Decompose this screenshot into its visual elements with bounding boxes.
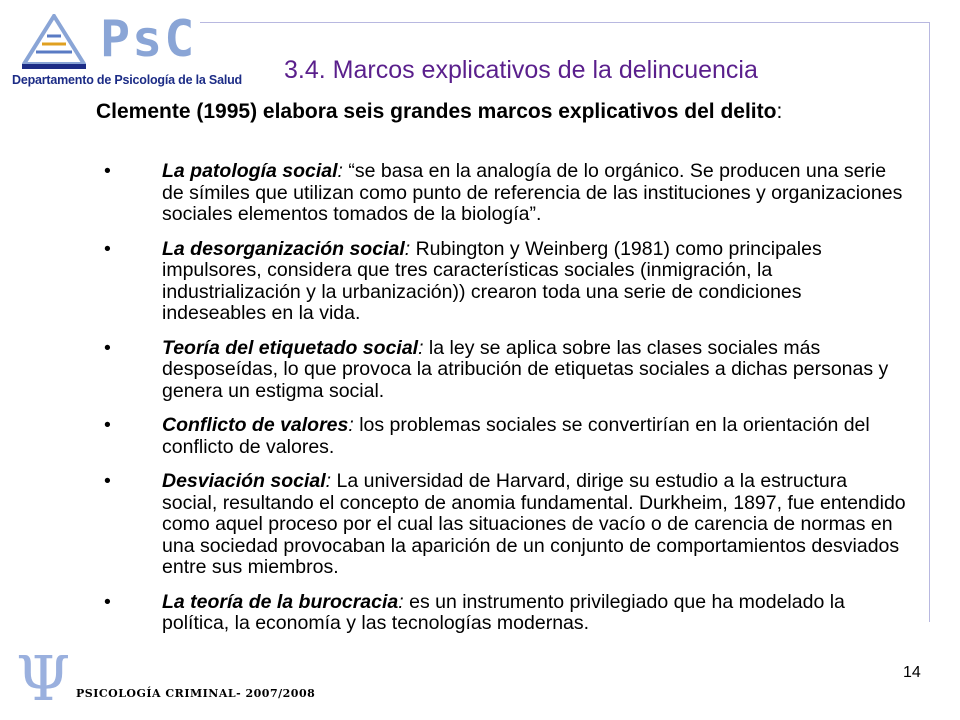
list-item — [96, 239, 906, 325]
course-footer: PSICOLOGÍA CRIMINAL- 2007/2008 — [76, 687, 316, 700]
building-icon — [22, 14, 86, 70]
item-text: los problemas sociales se convertirían en la orientación del conflicto de valores. — [162, 414, 870, 458]
item-separator: : — [325, 470, 332, 492]
logo-abbreviation: PsC — [100, 10, 197, 68]
list-item — [96, 338, 906, 403]
item-separator: : — [404, 237, 411, 260]
item-text: Rubington y Weinberg (1981) como principales impulsores, considera que tres características sociales (inmigración, la industrialización y la urbanización)) crearon toda una serie de condiciones indeseables en la vida. — [162, 237, 822, 324]
bullet-icon: • — [104, 414, 111, 436]
psi-icon: Ψ — [16, 642, 71, 715]
lead-colon: : — [776, 100, 783, 123]
lead-bold: Clemente (1995) elabora seis grandes marcos explicativos del delito — [96, 100, 777, 123]
item-separator: : — [348, 414, 354, 436]
item-term: La patología social — [162, 160, 338, 182]
bullet-icon: • — [104, 336, 111, 359]
bullet-icon: • — [104, 237, 111, 260]
page-number: 14 — [903, 664, 921, 681]
bullet-icon: • — [104, 160, 111, 182]
list-item — [96, 161, 906, 226]
item-term: La teoría de la burocracia — [162, 590, 399, 613]
lead-paragraph — [96, 100, 942, 123]
list-item — [96, 592, 906, 635]
department-name: Departamento de Psicología de la Salud — [12, 73, 242, 87]
frame-top-line — [200, 22, 930, 23]
list-item — [96, 415, 906, 458]
item-term: Desviación social — [162, 470, 326, 492]
framework-list — [96, 161, 906, 648]
item-term: La desorganización social — [162, 237, 405, 260]
item-text: “se basa en la analogía de lo orgánico. Se producen una serie de símiles que utilizan como punto de referencia de las instituciones y organizaciones sociales elementos tomados de la biología”. — [162, 160, 903, 225]
item-text: la ley se aplica sobre las clases sociales más desposeídas, lo que provoca la atribución de etiquetas sociales a dichas personas y genera un estigma social. — [162, 336, 889, 402]
item-text: La universidad de Harvard, dirige su estudio a la estructura social, resultando el concepto de anomia fundamental. Durkheim, 1897, fue entendido como aquel proceso por el cual las situaciones de vacío o de carencia de normas en una sociedad provocaban la aparición de un conjunto de comportamientos desviados entre sus miembros. — [162, 470, 906, 578]
slide-title: 3.4. Marcos explicativos de la delincuencia — [284, 56, 758, 84]
bullet-icon: • — [104, 590, 111, 613]
item-separator: : — [398, 590, 404, 613]
item-term: Teoría del etiquetado social — [162, 336, 419, 359]
item-separator: : — [337, 160, 343, 182]
item-text: es un instrumento privilegiado que ha modelado la política, la economía y las tecnologías modernas. — [162, 590, 845, 634]
item-term: Conflicto de valores — [162, 414, 349, 436]
item-separator: : — [418, 336, 424, 359]
bullet-icon: • — [104, 470, 111, 492]
list-item — [96, 471, 906, 579]
